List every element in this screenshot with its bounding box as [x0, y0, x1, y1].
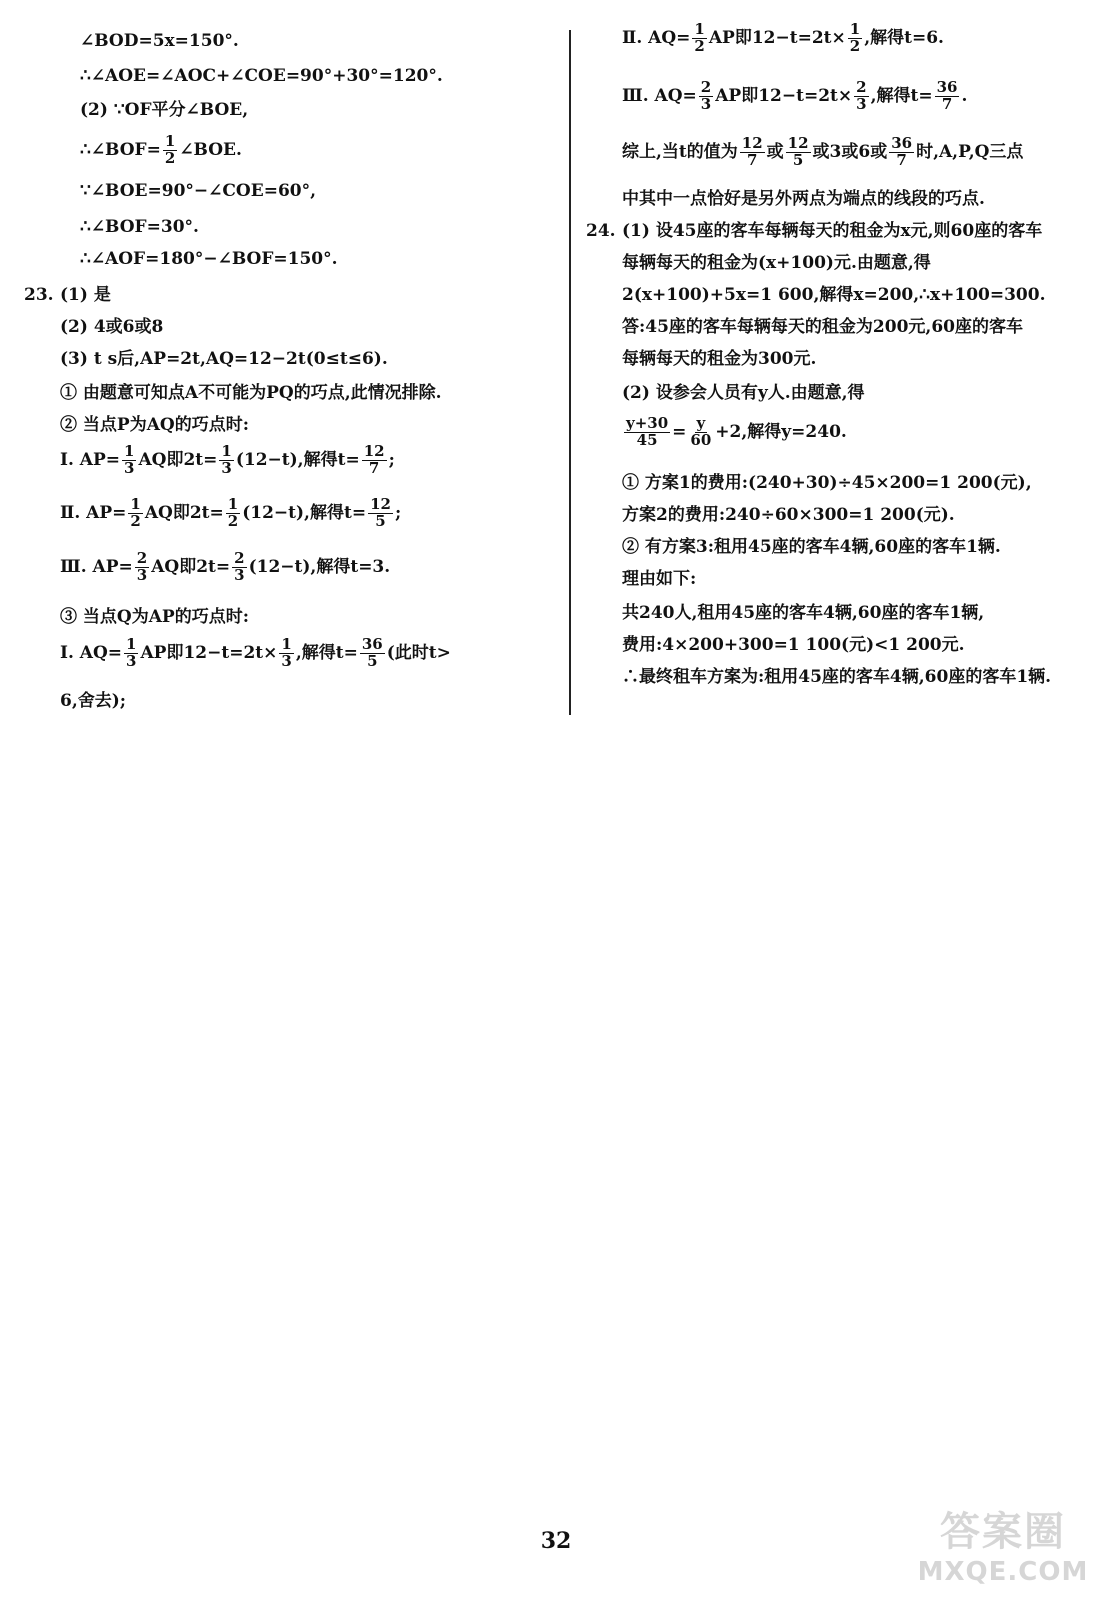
- text-line: (2) 设参会人员有y人.由题意,得: [622, 383, 865, 403]
- text-line: ∴∠AOE=∠AOC+∠COE=90°+30°=120°.: [80, 66, 443, 86]
- text-line: 每辆每天的租金为300元.: [622, 349, 817, 369]
- fraction: $\frac{1}{3}$: [124, 442, 135, 477]
- text-line: ③ 当点Q为AP的巧点时:: [60, 607, 249, 627]
- text-line: (3) t s后,AP=2t,AQ=12−2t(0≤t≤6).: [60, 349, 388, 369]
- text-line: ∴∠BOF=30°.: [80, 217, 199, 237]
- fraction: $\frac{2}{3}$: [234, 549, 245, 584]
- fraction: $\frac{1}{2}$: [227, 495, 239, 530]
- fraction: $\frac{12}{5}$: [370, 495, 391, 530]
- text-line: 理由如下:: [622, 569, 697, 589]
- fraction: $\frac{36}{7}$: [891, 134, 913, 169]
- fraction: $\frac{2}{3}$: [856, 78, 867, 113]
- fraction: $\frac{1}{2}$: [694, 20, 705, 55]
- text-line: ① 方案1的费用:(240+30)÷45×200=1 200(元),: [622, 473, 1032, 493]
- fraction: $\frac{12}{7}$: [741, 134, 763, 169]
- math-line: $\frac{y+30}{45}$ = $\frac{y}{60}$ +2,解得y=240.: [626, 414, 847, 449]
- fraction: $\frac{1}{2}$: [164, 132, 176, 167]
- text-line: (1) 设45座的客车每辆每天的租金为x元,则60座的客车: [622, 221, 1043, 241]
- fraction: $\frac{y+30}{45}$: [626, 414, 669, 449]
- fraction: $\frac{1}{3}$: [221, 442, 232, 477]
- question-number: 23.: [24, 285, 54, 305]
- text-line: ② 有方案3:租用45座的客车4辆,60座的客车1辆.: [622, 537, 1001, 557]
- fraction: $\frac{2}{3}$: [136, 549, 148, 584]
- math-line: 综上,当t的值为 $\frac{12}{7}$ 或 $\frac{12}{5}$ 或3或6或 $\frac{36}{7}$ 时,A,P,Q三点: [622, 134, 1024, 169]
- fraction: $\frac{1}{2}$: [849, 20, 861, 55]
- math-line: Ⅰ. AQ= $\frac{1}{3}$ AP即12−t=2t× $\frac{1}{3}$ ,解得t= $\frac{36}{5}$ (此时t>: [60, 635, 451, 670]
- text-line: 中其中一点恰好是另外两点为端点的线段的巧点.: [622, 189, 985, 209]
- text-line: 每辆每天的租金为(x+100)元.由题意,得: [622, 253, 931, 273]
- text-line: 费用:4×200+300=1 100(元)<1 200元.: [622, 635, 965, 655]
- text-line: ∴∠AOF=180°−∠BOF=150°.: [80, 249, 338, 269]
- text-line: (2) 4或6或8: [60, 317, 164, 337]
- question-number: 24.: [586, 221, 616, 241]
- fraction: $\frac{36}{5}$: [361, 635, 383, 670]
- fraction: $\frac{y}{60}$: [690, 414, 712, 449]
- fraction: $\frac{1}{2}$: [130, 495, 141, 530]
- text-line: ② 当点P为AQ的巧点时:: [60, 415, 249, 435]
- text-line: ① 由题意可知点A不可能为PQ的巧点,此情况排除.: [60, 383, 442, 403]
- text-line: 6,舍去);: [60, 691, 127, 711]
- math-line: Ⅰ. AP= $\frac{1}{3}$ AQ即2t= $\frac{1}{3}$ (12−t),解得t= $\frac{12}{7}$ ;: [60, 442, 395, 477]
- text-line: 2(x+100)+5x=1 600,解得x=200,∴x+100=300.: [622, 285, 1046, 305]
- text-line: (2) ∵OF平分∠BOE,: [80, 100, 249, 120]
- text-line: 共240人,租用45座的客车4辆,60座的客车1辆,: [622, 603, 985, 623]
- watermark-site: MXQE.COM: [917, 1557, 1089, 1587]
- text-line: ∵∠BOE=90°−∠COE=60°,: [80, 181, 317, 201]
- fraction: $\frac{1}{3}$: [281, 635, 292, 670]
- watermark-logo: [908, 1500, 1098, 1595]
- text-line: 答:45座的客车每辆每天的租金为200元,60座的客车: [622, 317, 1023, 337]
- math-line: Ⅲ. AQ= $\frac{2}{3}$ AP即12−t=2t× $\frac{2}{3}$ ,解得t= $\frac{36}{7}$ .: [622, 78, 968, 113]
- fraction: $\frac{12}{5}$: [787, 134, 809, 169]
- text-line: (1) 是: [60, 285, 111, 305]
- fraction: $\frac{2}{3}$: [700, 78, 712, 113]
- fraction: $\frac{12}{7}$: [363, 442, 385, 477]
- text-line: ∠BOD=5x=150°.: [80, 31, 239, 51]
- page-number: 32: [540, 1528, 572, 1554]
- text-line: ∴最终租车方案为:租用45座的客车4辆,60座的客车1辆.: [622, 667, 1052, 687]
- math-line: Ⅱ. AP= $\frac{1}{2}$ AQ即2t= $\frac{1}{2}$ (12−t),解得t= $\frac{12}{5}$ ;: [60, 495, 402, 530]
- watermark-text: 答案圈: [940, 1509, 1066, 1555]
- fraction: $\frac{36}{7}$: [936, 78, 958, 113]
- math-line: Ⅱ. AQ= $\frac{1}{2}$ AP即12−t=2t× $\frac{1}{2}$ ,解得t=6.: [622, 20, 944, 55]
- column-divider: [569, 30, 571, 715]
- text-line: 方案2的费用:240÷60×300=1 200(元).: [622, 505, 955, 525]
- math-line: ∴∠BOF= $\frac{1}{2}$ ∠BOE.: [80, 132, 242, 167]
- math-line: Ⅲ. AP= $\frac{2}{3}$ AQ即2t= $\frac{2}{3}$ (12−t),解得t=3.: [60, 549, 391, 584]
- fraction: $\frac{1}{3}$: [126, 635, 137, 670]
